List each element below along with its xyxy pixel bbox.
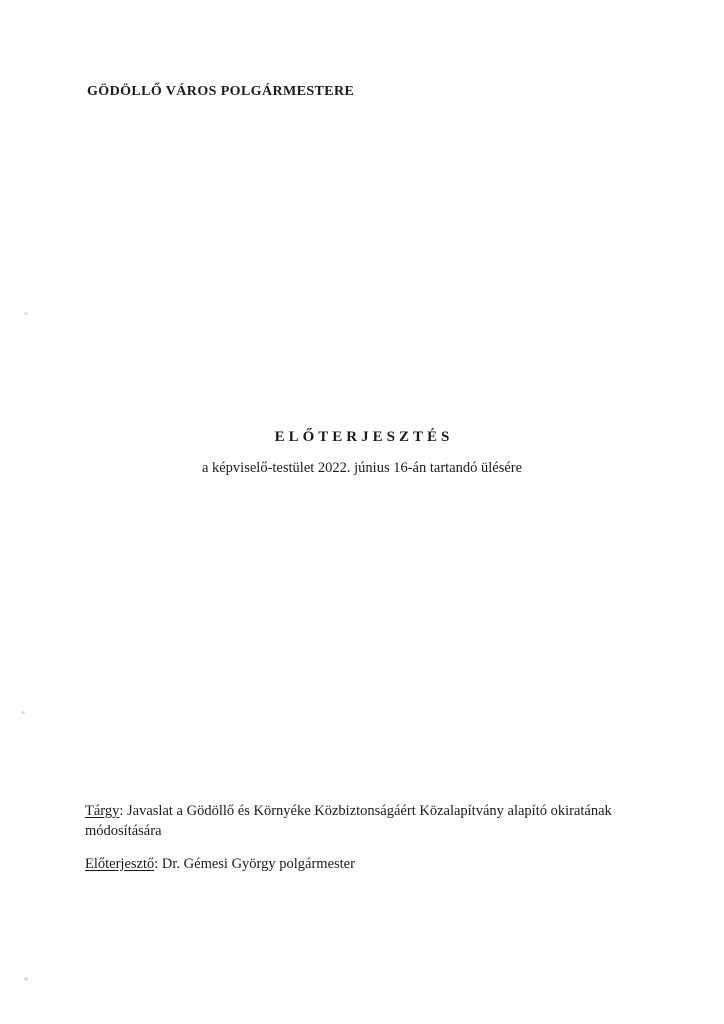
scan-speck: [24, 977, 28, 981]
document-title: ELŐTERJESZTÉS: [274, 429, 454, 445]
document-header: GÖDÖLLŐ VÁROS POLGÁRMESTERE: [87, 84, 355, 99]
scan-speck: [24, 312, 28, 315]
scan-speck: [21, 711, 25, 714]
presenter-label: Előterjesztő: [85, 856, 155, 872]
document-subtitle: a képviselő-testület 2022. június 16-án tartandó ülésére: [201, 460, 523, 476]
presenter-text: : Dr. Gémesi György polgármester: [154, 856, 355, 872]
subject-text: : Javaslat a Gödöllő és Környéke Közbiztonságáért Közalapítvány alapító okiratának módosítására: [85, 803, 612, 839]
subject-line: [85, 801, 637, 841]
subject-label: Tárgy: [85, 803, 120, 819]
title-block: [0, 429, 724, 477]
presenter-line: [85, 854, 645, 874]
